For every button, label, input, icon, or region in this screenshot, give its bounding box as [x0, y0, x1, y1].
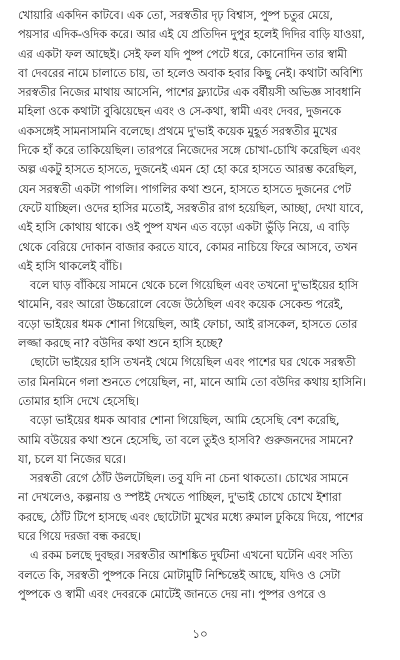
- text-line: এর একটা ফল আছেই। সেই ফল যদি পুষ্প পেটে ধরে, কোনোদিন তার স্বামী: [18, 46, 347, 61]
- text-line: সরস্বতী রেগে ঠোঁট উলটেছিল। তবু যদি না চেনা থাকতো। চোখের সামনে: [30, 471, 349, 486]
- text-line: পয়সার এদিক-ওদিক করে। আর এই যে প্রতিদিন দুপুর হলেই দিদির বাড়ি যাওয়া,: [18, 27, 365, 42]
- text-line: সরস্বতীর নিজের মাথায় আসেনি, পাশের ফ্ল্যাটের এক বর্ষীয়সী অভিজ্ঞ সাবধানি: [18, 85, 361, 100]
- body-text: [18, 6, 386, 604]
- text-line: একসঙ্গেই সামনাসামনি বলেছে। প্রথমে দু'ভাই কয়েক মুহূর্ত সরস্বতীর মুখের: [18, 123, 338, 138]
- text-line: থেকে বেরিয়ে দোকান বাজার করতে যাবে, কোমর নাচিয়ে ফিরে আসবে, তখন: [18, 239, 358, 254]
- text-line: দিকে হাঁ করে তাকিয়েছিল। তারপরে নিজেদের সঙ্গে চোখা-চোখি করেছিল এবং: [18, 143, 361, 158]
- text-line: থামেনি, বরং আরো উচ্চরোলে বেজে উঠেছিল এবং কয়েক সেকেন্ড পরেই,: [18, 297, 344, 312]
- text-line: যা, চলে যা নিজের ঘরে।: [18, 451, 126, 466]
- text-line: বলতে কি, সরস্বতী পুষ্পকে নিয়ে মোটামুটি নিশ্চিন্তেই আছে, যদিও ও সেটা: [18, 567, 341, 582]
- text-line: তোমার হাসি দেখে হেসেছি।: [18, 393, 139, 408]
- text-line: এই হাসি থাকলেই বাঁচি।: [18, 258, 123, 273]
- text-line: এই হাসি কোথায় থাকে। ওই পুষ্প যখন এত বড়ো একটা ভুঁড়ি নিয়ে, এ বাড়ি: [18, 220, 350, 235]
- text-line: বড়ো ভাইয়ের ধমক শোনা গিয়েছিল, আই ফোচা, আই রাসকেল, হাসতে তোর: [18, 316, 358, 331]
- text-line: ঘরে গিয়ে দরজা বন্ধ করছে।: [18, 529, 141, 544]
- text-line: খোয়ারি একদিন কাটবে। এক তো, সরস্বতীর দৃঢ় বিশ্বাস, পুষ্প চতুর মেয়ে,: [18, 8, 333, 22]
- text-line: ছোটো ভাইয়ের হাসি তখনই থেমে গিয়েছিল এবং পাশের ঘর থেকে সরস্বতী: [30, 355, 356, 370]
- text-line: যেন সরস্বতী একটা পাগলি। পাগলির কথা শুনে, হাসতে হাসতে দুজনের পেট: [18, 181, 351, 196]
- text-line: বা দেবরের নামে চালাতে চায়, তা হলেও অবাক হবার কিছু নেই। কথাটা অবিশ্যি: [18, 65, 363, 80]
- text-line: মহিলা ওকে কথাটা বুঝিয়েছেন এবং ও সে-কথা, স্বামী এবং দেবর, দুজনকে: [18, 104, 341, 119]
- text-line: আমি বউয়ের কথা শুনে হেসেছি, তা বলে তুইও হাসবি? গুরুজনদের সামনে?: [18, 432, 354, 447]
- text-line: তার মিনমিনে গলা শুনতে পেয়েছিল, না, মানে আমি তো বউদির কথায় হাসিনি।: [18, 374, 366, 389]
- text-line: পুষ্পকে ও স্বামী এবং দেবরকে মোটেই জানতে দেয় না। পুষ্পর ওপরে ও: [18, 586, 326, 601]
- text-line: বড়ো ভাইয়ের ধমক আবার শোনা গিয়েছিল, আমি হেসেছি বেশ করেছি,: [30, 413, 340, 428]
- text-line: ফেটে যাচ্ছিল। ওদের হাসির মতোই, সরস্বতীর রাগ হয়েছিল, আচ্ছা, দেখা যাবে,: [18, 200, 364, 215]
- text-line: লজ্জা করছে না? বউদির কথা শুনে হাসি হচ্ছে?: [18, 336, 223, 351]
- page-number: ১০: [192, 627, 208, 641]
- text-line: অল্প একটু হাসতে হাসতে, দুজনেই এমন হো হো করে হাসতে আরম্ভ করেছিল,: [18, 162, 357, 177]
- text-line: না দেখলেও, কল্পনায় ও স্পষ্টই দেখতে পাচ্ছিল, দু'ভাই চোখে চোখে ইশারা: [18, 490, 342, 505]
- text-line: করছে, ঠোঁট টিপে হাসছে এবং ছোটোটা মুখের মধ্যে রুমাল ঢুকিয়ে দিয়ে, পাশের: [18, 509, 363, 524]
- text-line: বলে ঘাড় বাঁকিয়ে সামনে থেকে চলে গিয়েছিল এবং তখনো দু'ভাইয়ের হাসি: [30, 278, 359, 293]
- text-line: এ রকম চলছে দুবছর। সরস্বতীর আশঙ্কিত দুর্ঘটনা এখনো ঘটেনি এবং সত্যি: [30, 548, 353, 563]
